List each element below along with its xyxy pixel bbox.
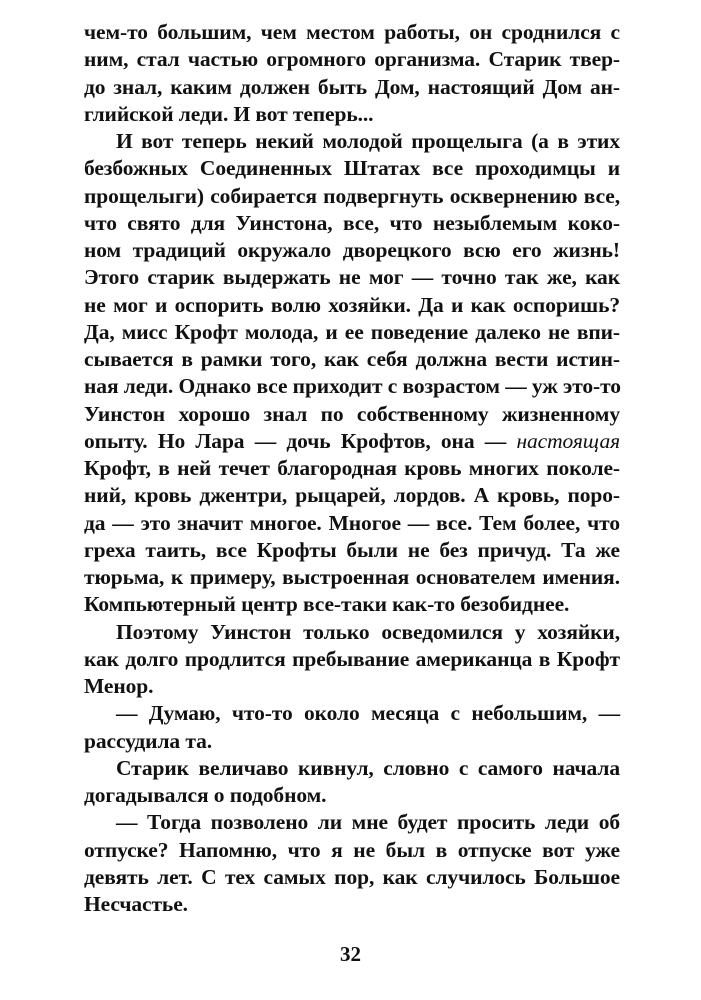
text-line: Крофт, в ней течет благородная кровь многих поколе- xyxy=(84,456,620,480)
page-number: 32 xyxy=(340,942,361,966)
text-line: ний, кровь джентри, рыцарей, лордов. А кровь, поро- xyxy=(84,483,620,508)
dialogue-line: — Тогда позволено ли мне будет просить леди об xyxy=(116,810,620,835)
text-line: Этого старик выдержать не мог — точно так же, как xyxy=(84,265,620,290)
paragraph-first-line: Поэтому Уинстон только осведомился у хозяйки, xyxy=(116,619,620,644)
text-line: Несчастье. xyxy=(84,892,188,916)
text-line: рассудила та. xyxy=(84,728,213,753)
text-line: как долго продлится пребывание американца в Крофт xyxy=(84,646,620,671)
text-line: Уинстон хорошо знал по собственному жизненному xyxy=(84,401,620,426)
text-line: тюрьма, к примеру, выстроенная основателем имения. xyxy=(84,565,620,589)
text-line: догадывался о подобном. xyxy=(84,783,327,807)
text-line: отпуске? Напомню, что я не был в отпуске вот уже xyxy=(84,837,620,862)
dialogue-line: — Думаю, что-то около месяца с небольшим, — xyxy=(116,701,620,726)
text-line: прощелыги) собирается подвергнуть осквернению все, xyxy=(84,183,620,208)
paragraph-first-line: Старик величаво кивнул, словно с самого начала xyxy=(116,755,620,780)
paragraph-first-line: И вот теперь некий молодой прощелыга (а в этих xyxy=(116,129,620,153)
italic-emphasis: настоящая xyxy=(516,428,620,453)
text-line: Да, мисс Крофт молода, и ее поведение далеко не впи- xyxy=(84,319,620,344)
text-segment: опыту. Но Лара — дочь Крофтов, она — xyxy=(84,428,507,453)
text-line: ном традиций окружало дворецкого всю его жизнь! xyxy=(84,238,620,262)
text-line: не мог и оспорить волю хозяйки. Да и как оспоришь? xyxy=(84,292,620,317)
text-line: ная леди. Однако все приходит с возрастом — уж это-то xyxy=(84,374,621,399)
text-line: да — это значит многое. Многое — все. Тем более, что xyxy=(84,510,620,535)
text-line: девять лет. С тех самых пор, как случилось Большое xyxy=(84,864,620,889)
text-line: Менор. xyxy=(84,674,154,698)
text-line: что свято для Уинстона, все, что незыблемым коко- xyxy=(84,210,620,235)
text-line: Компьютерный центр все-таки как-то безобиднее. xyxy=(84,592,570,617)
text-line: греха таить, все Крофты были не без причуд. Та же xyxy=(84,537,620,562)
text-line: до знал, каким должен быть Дом, настоящий Дом ан- xyxy=(84,74,620,99)
text-line: сывается в рамки того, как себя должна вести истин- xyxy=(84,347,620,371)
text-line: безбожных Соединенных Штатах все проходимцы и xyxy=(84,156,620,181)
text-line: чем-то большим, чем местом работы, он сроднился с xyxy=(84,20,620,44)
text-line: ним, стал частью огромного организма. Старик твер- xyxy=(84,47,620,72)
text-line-with-italic xyxy=(84,428,620,455)
text-line: глийской леди. И вот теперь... xyxy=(84,101,374,126)
page-body-text xyxy=(84,19,620,918)
